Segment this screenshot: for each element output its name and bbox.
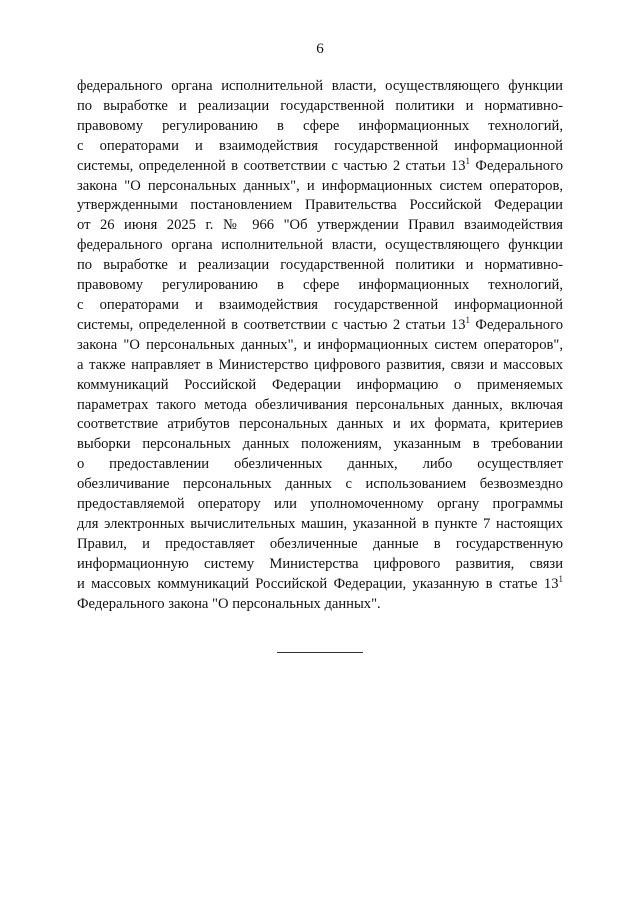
text-line: обезличивание персональных данных с использованием безвозмездно [77, 476, 563, 493]
text-segment: системы, определенной в соответствии с частью 2 статьи 13 [77, 157, 466, 174]
text-line: по выработке и реализации государственной политики и нормативно- [77, 257, 563, 274]
footnote-superscript: 1 [558, 573, 563, 584]
text-line: утвержденными постановлением Правительства Российской Федерации [77, 197, 563, 214]
text-segment: системы, определенной в соответствии с частью 2 статьи 13 [77, 316, 466, 333]
text-line [77, 157, 563, 177]
text-line: федерального органа исполнительной власти, осуществляющего функции [77, 237, 563, 254]
text-line: с операторами и взаимодействия государственной информационной [77, 137, 563, 154]
text-line: предоставляемой оператору или уполномоченному органу программы [77, 496, 563, 513]
text-segment: Федерального [470, 316, 563, 333]
footnote-superscript: 1 [465, 155, 471, 166]
text-line: федерального органа исполнительной власти, осуществляющего функции [77, 78, 563, 94]
text-line: от 26 июня 2025 г. № 966 "Об утверждении Правил взаимодействия [77, 217, 563, 234]
text-line: выборки персональных данных положениям, указанным в требовании [77, 436, 563, 453]
text-line: правовому регулированию в сфере информационных технологий, [77, 277, 563, 294]
text-line [77, 316, 563, 336]
text-line: по выработке и реализации государственной политики и нормативно- [77, 97, 563, 114]
text-line: закона "О персональных данных", и информационных систем операторов, [77, 177, 563, 194]
text-line: с операторами и взаимодействия государственной информационной [77, 296, 563, 313]
text-segment: Федерального [470, 157, 563, 174]
body-text [77, 77, 563, 614]
text-segment: и массовых коммуникаций Российской Федерации, указанную в статье 13 [77, 575, 559, 592]
text-line: правовому регулированию в сфере информационных технологий, [77, 117, 563, 134]
footnote-superscript: 1 [465, 314, 471, 325]
end-of-text-rule [277, 652, 363, 653]
text-line: Правил, и предоставляет обезличенные данные в государственную [77, 535, 563, 552]
text-line: а также направляет в Министерство цифрового развития, связи и массовых [77, 356, 563, 373]
text-line: о предоставлении обезличенных данных, либо осуществляет [77, 456, 563, 473]
page-number: 6 [316, 41, 324, 57]
text-line: параметрах такого метода обезличивания персональных данных, включая [77, 396, 563, 413]
text-line: Федерального закона "О персональных данных". [77, 595, 381, 612]
text-line [77, 575, 563, 595]
text-line: закона "О персональных данных", и информационных систем операторов", [77, 336, 563, 353]
text-line: информационную систему Министерства цифрового развития, связи [77, 555, 563, 572]
text-line: коммуникаций Российской Федерации информацию о применяемых [77, 376, 563, 393]
text-line: для электронных вычислительных машин, указанной в пункте 7 настоящих [77, 515, 563, 532]
text-line: соответствие атрибутов персональных данных и их формата, критериев [77, 416, 563, 433]
